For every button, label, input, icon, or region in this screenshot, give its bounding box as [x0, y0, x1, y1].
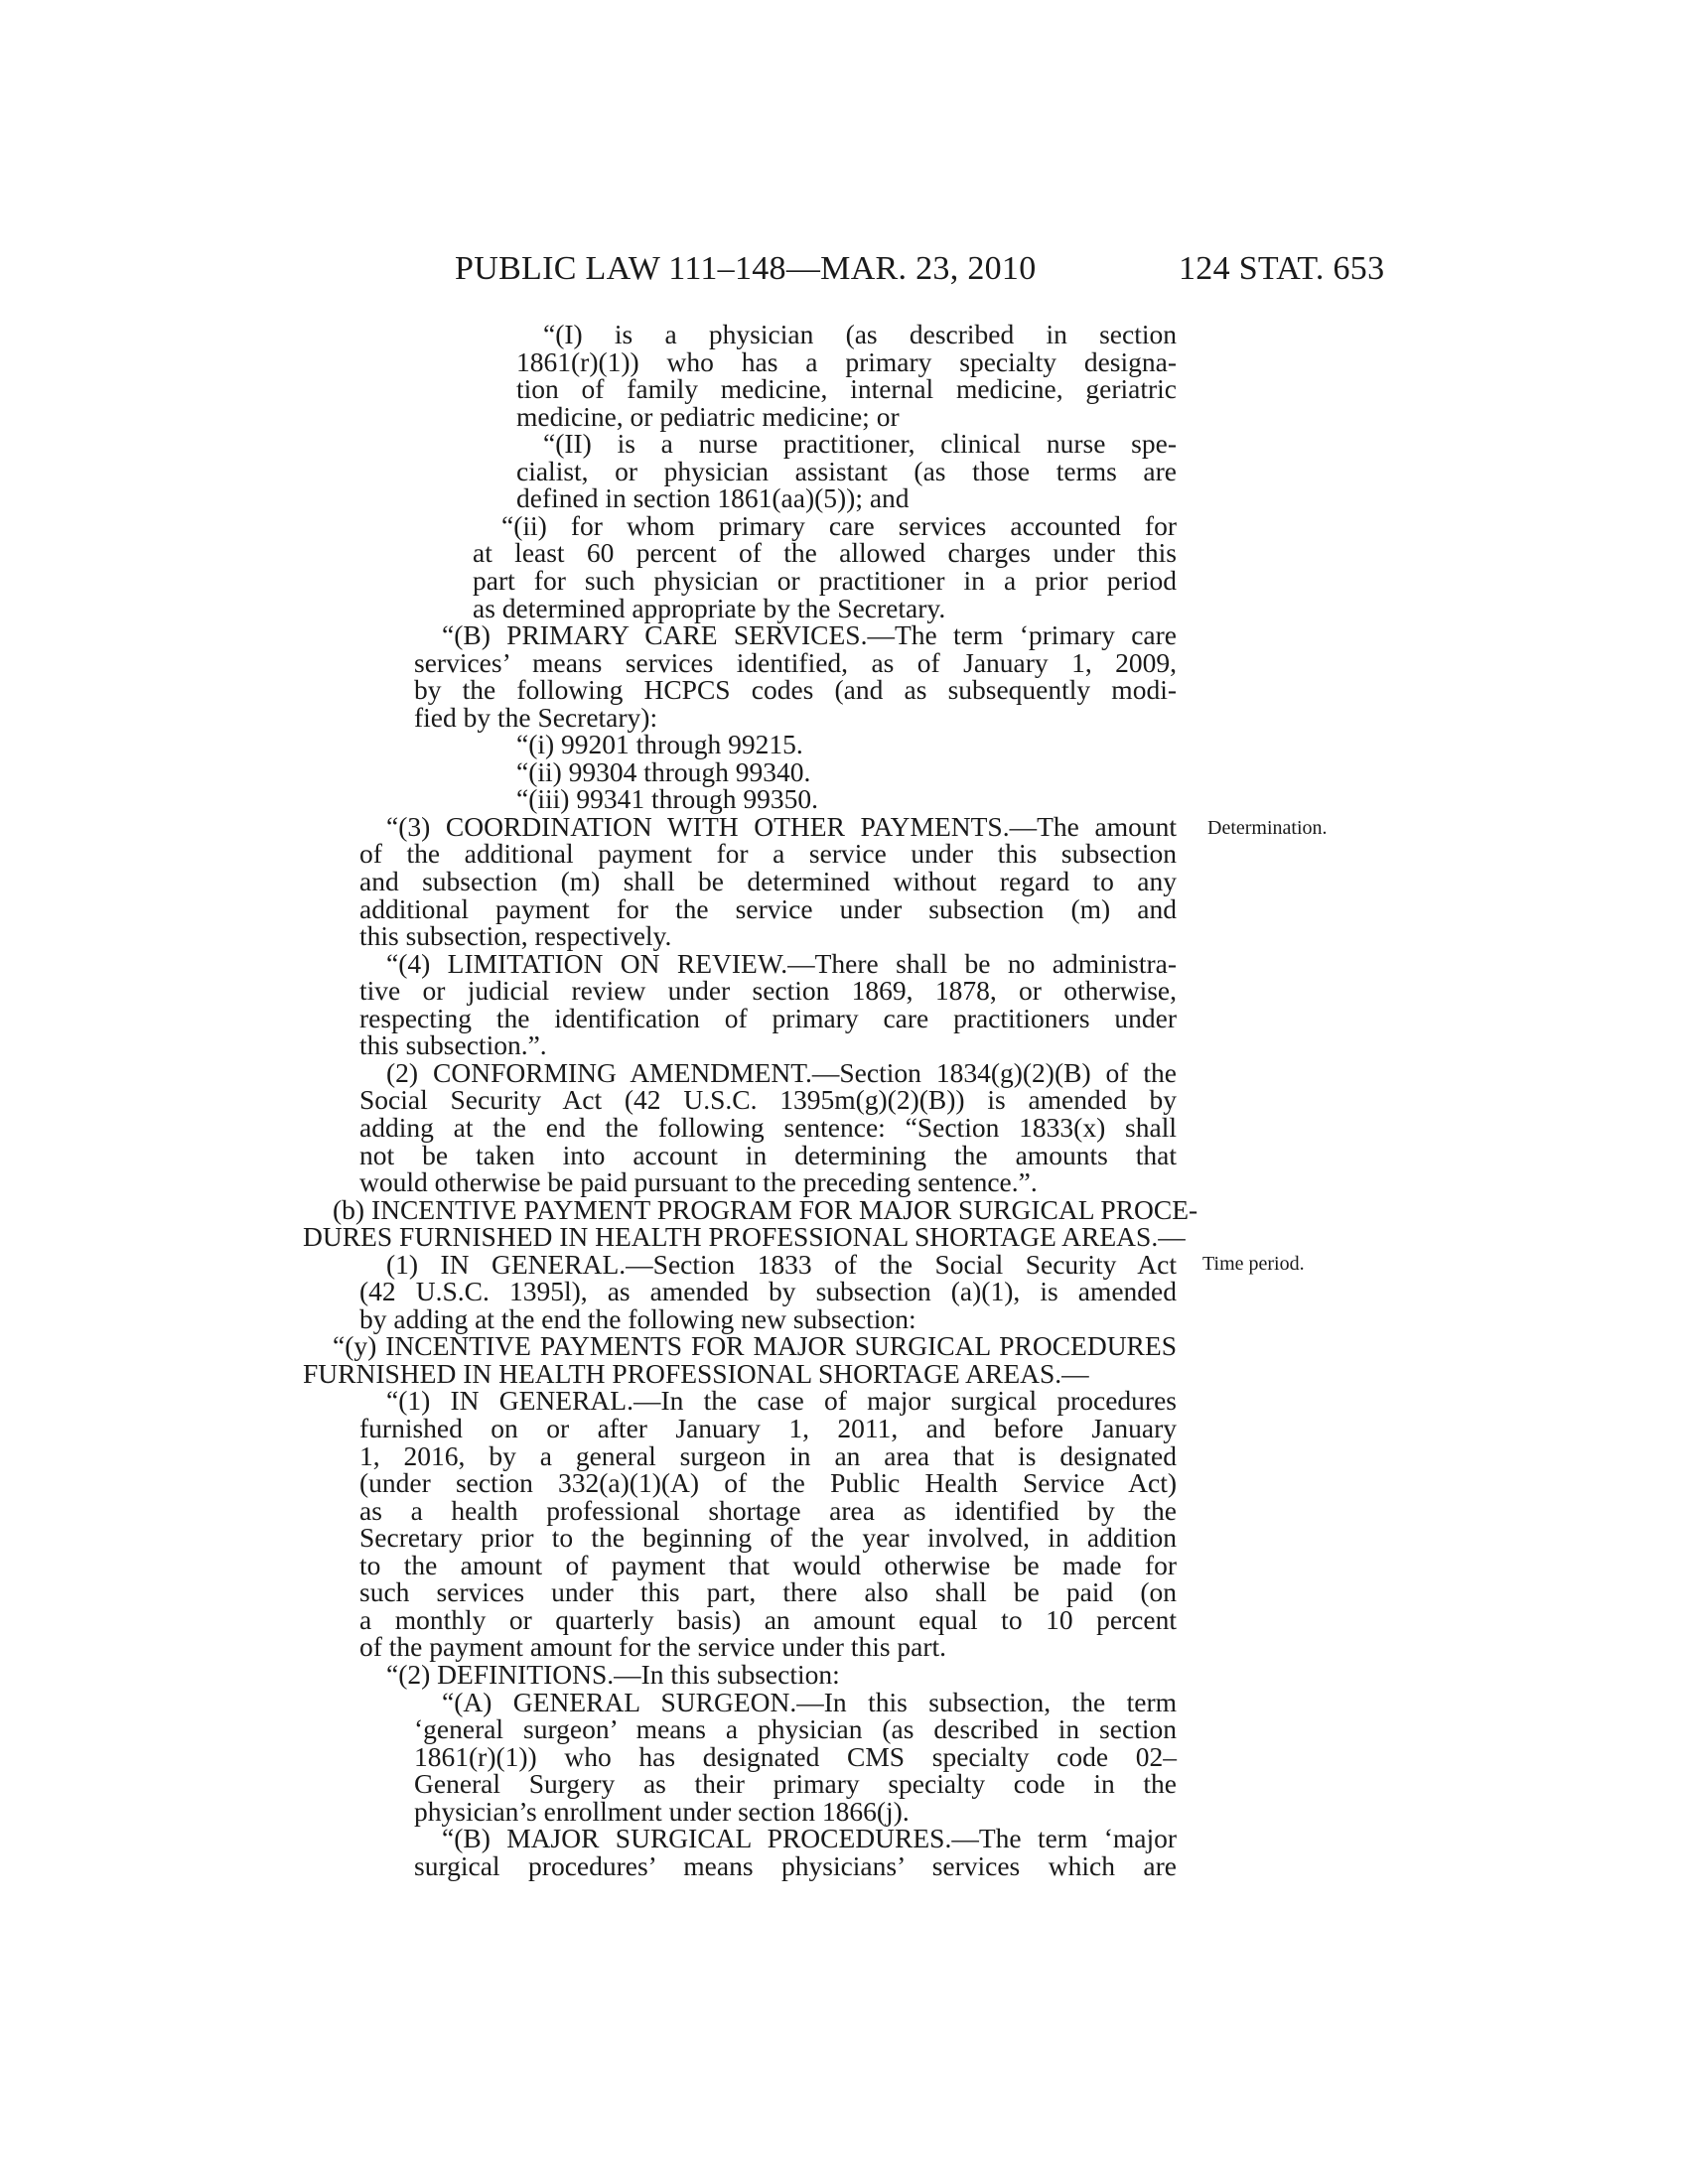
text-line: to the amount of payment that would otherwise be made for [359, 1549, 1177, 1580]
text-line: “(3) COORDINATION WITH OTHER PAYMENTS.—The amount [386, 810, 1177, 842]
text-line: medicine, or pediatric medicine; or [516, 400, 900, 432]
text-line: Secretary prior to the beginning of the year involved, in addition [359, 1522, 1177, 1554]
running-header-title: PUBLIC LAW 111–148—MAR. 23, 2010 [455, 250, 1037, 287]
text-line: “(A) GENERAL SURGEON.—In this subsection, the term [442, 1686, 1177, 1717]
text-line: of the payment amount for the service under this part. [359, 1631, 947, 1663]
text-line: DURES FURNISHED IN HEALTH PROFESSIONAL SHORTAGE AREAS.— [303, 1221, 1186, 1253]
text-line: a monthly or quarterly basis) an amount equal to 10 percent [359, 1603, 1177, 1635]
text-line: not be taken into account in determining the amounts that [359, 1139, 1177, 1170]
text-line: Social Security Act (42 U.S.C. 1395m(g)(2)(B)) is amended by [359, 1084, 1177, 1116]
text-line: (2) CONFORMING AMENDMENT.—Section 1834(g)(2)(B) of the [386, 1056, 1177, 1088]
text-line: General Surgery as their primary specialty code in the [414, 1768, 1177, 1800]
margin-note-time-period: Time period. [1202, 1253, 1305, 1275]
text-line: “(1) IN GENERAL.—In the case of major surgical procedures [386, 1385, 1177, 1417]
text-line: at least 60 percent of the allowed charges under this [473, 537, 1177, 569]
text-line: adding at the end the following sentence: “Section 1833(x) shall [359, 1111, 1177, 1143]
text-line: ‘general surgeon’ means a physician (as described in section [414, 1713, 1177, 1745]
text-line: cialist, or physician assistant (as those terms are [516, 455, 1177, 486]
text-line: “(II) is a nurse practitioner, clinical nurse spe- [543, 428, 1177, 460]
text-line: as determined appropriate by the Secretary. [473, 592, 946, 623]
text-line: respecting the identification of primary care practitioners under [359, 1002, 1177, 1033]
text-line: of the additional payment for a service under this subsection [359, 838, 1177, 870]
text-line: “(I) is a physician (as described in section [543, 319, 1177, 349]
text-line: furnished on or after January 1, 2011, and before January [359, 1413, 1177, 1443]
text-line: (1) IN GENERAL.—Section 1833 of the Social Security Act [386, 1248, 1177, 1280]
statute-page-number: 124 STAT. 653 [1179, 250, 1385, 287]
text-line: 1861(r)(1)) who has a primary specialty designa- [516, 345, 1177, 377]
text-line: 1861(r)(1)) who has designated CMS specialty code 02– [414, 1740, 1177, 1772]
text-line: as a health professional shortage area as identified by the [359, 1494, 1177, 1526]
text-line: “(2) DEFINITIONS.—In this subsection: [386, 1658, 840, 1690]
text-line: fied by the Secretary): [414, 701, 658, 733]
text-line: (42 U.S.C. 1395l), as amended by subsection (a)(1), is amended [359, 1276, 1177, 1307]
text-line: “(4) LIMITATION ON REVIEW.—There shall be no administra- [386, 947, 1177, 979]
text-line: (under section 332(a)(1)(A) of the Public Health Service Act) [359, 1467, 1177, 1499]
text-line: 1, 2016, by a general surgeon in an area that is designated [359, 1439, 1177, 1471]
text-line: tion of family medicine, internal medicine, geriatric [516, 373, 1177, 405]
text-line: (b) INCENTIVE PAYMENT PROGRAM FOR MAJOR SURGICAL PROCE- [333, 1193, 1198, 1225]
text-line: part for such physician or practitioner in a prior period [473, 564, 1177, 596]
text-line: defined in section 1861(aa)(5)); and [516, 482, 910, 514]
text-line: “(iii) 99341 through 99350. [516, 783, 818, 815]
text-line: “(B) MAJOR SURGICAL PROCEDURES.—The term ‘major [442, 1823, 1177, 1854]
text-line: “(y) INCENTIVE PAYMENTS FOR MAJOR SURGICAL PROCEDURES [333, 1330, 1177, 1362]
text-line: by adding at the end the following new subsection: [359, 1302, 916, 1334]
text-line: would otherwise be paid pursuant to the preceding sentence.”. [359, 1166, 1038, 1198]
text-line: additional payment for the service under subsection (m) and [359, 892, 1177, 924]
text-line: “(i) 99201 through 99215. [516, 729, 803, 760]
text-line: this subsection.”. [359, 1029, 547, 1061]
text-line: by the following HCPCS codes (and as subsequently modi- [414, 674, 1177, 706]
text-line: “(ii) 99304 through 99340. [516, 755, 811, 787]
text-line: and subsection (m) shall be determined without regard to any [359, 866, 1177, 896]
text-line: FURNISHED IN HEALTH PROFESSIONAL SHORTAGE AREAS.— [303, 1357, 1089, 1389]
text-line: services’ means services identified, as of January 1, 2009, [414, 646, 1177, 678]
text-line: this subsection, respectively. [359, 920, 672, 952]
text-line: surgical procedures’ means physicians’ services which are [414, 1849, 1177, 1881]
text-line: “(B) PRIMARY CARE SERVICES.—The term ‘primary care [442, 619, 1177, 651]
text-line: tive or judicial review under section 1869, 1878, or otherwise, [359, 975, 1177, 1007]
text-line: “(ii) for whom primary care services accounted for [501, 509, 1177, 541]
text-line: such services under this part, there also shall be paid (on [359, 1576, 1177, 1608]
margin-note-determination: Determination. [1207, 817, 1328, 839]
text-line: physician’s enrollment under section 1866(j). [414, 1795, 910, 1827]
